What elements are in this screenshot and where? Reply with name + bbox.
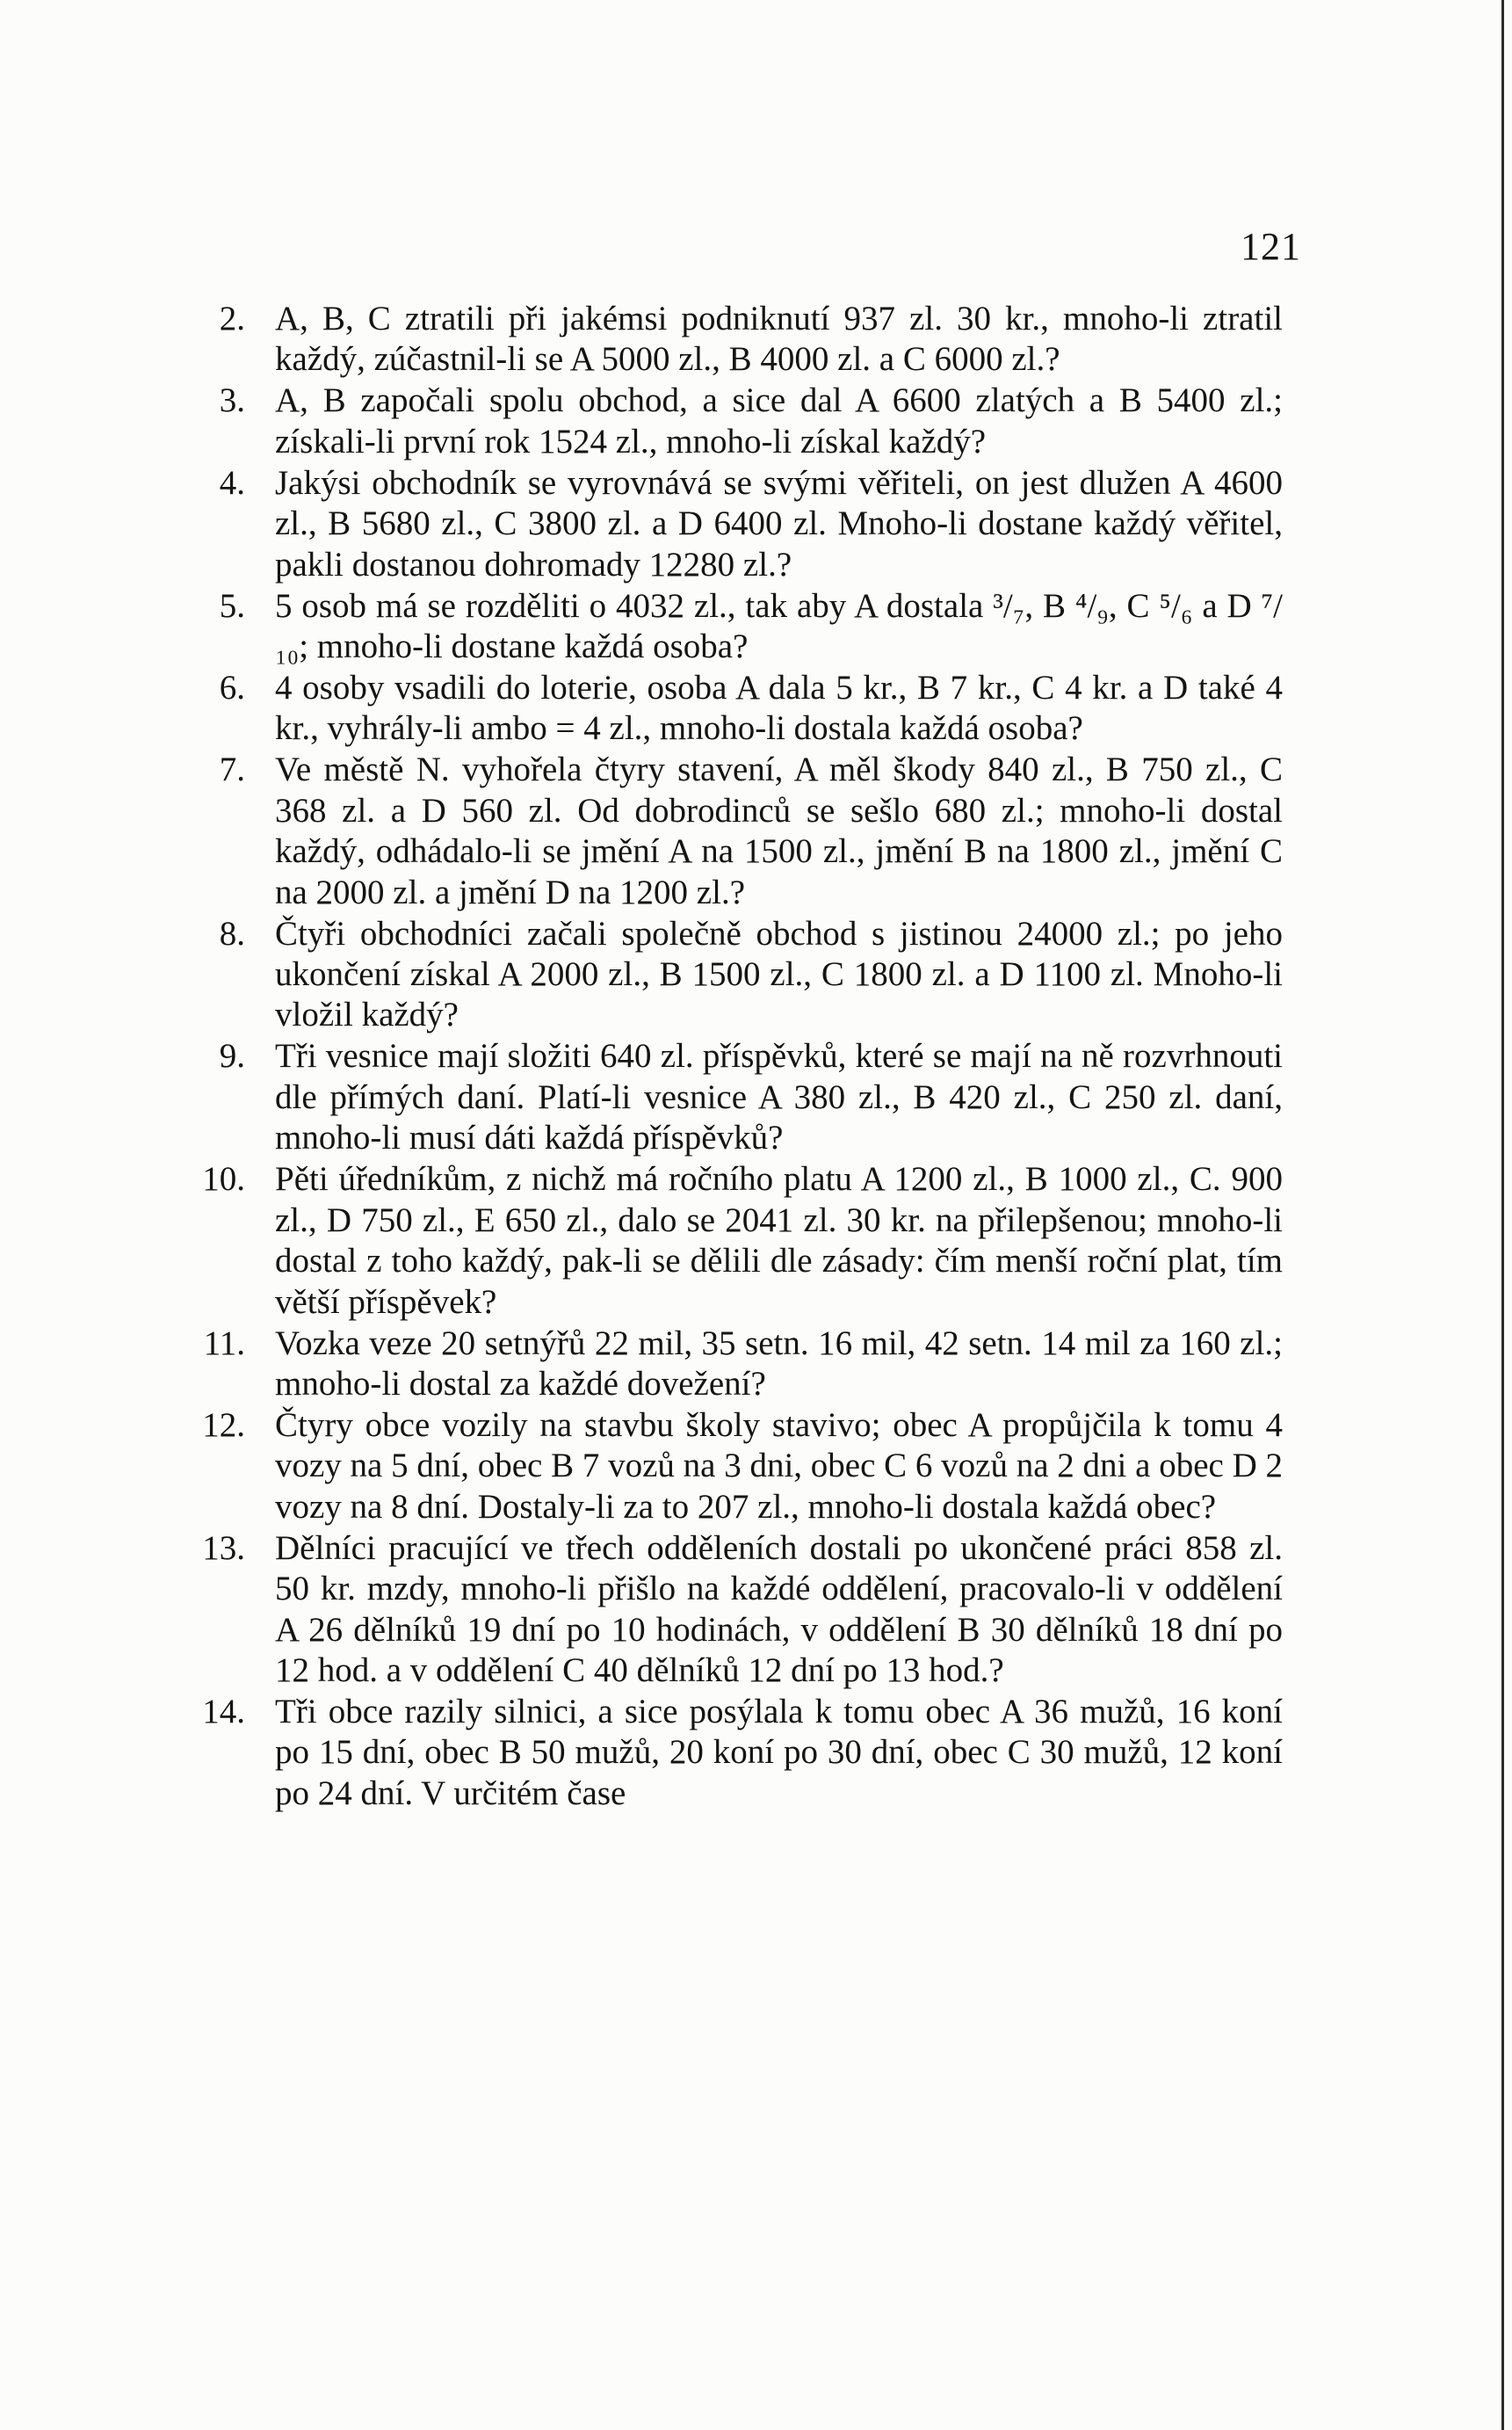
problem-item	[198, 463, 1283, 585]
problem-number: 3.	[219, 381, 245, 420]
problem-text: A, B započali spolu obchod, a sice dal A 6600 zlatých a B 5400 zl.; získali-li první rok 1524 zl., mnoho-li získal každý?	[275, 381, 1283, 461]
problem-number: 9.	[219, 1037, 245, 1076]
problem-item	[198, 1159, 1283, 1323]
problem-number: 8.	[219, 914, 245, 953]
problem-number: 2.	[219, 300, 245, 337]
problem-list	[198, 299, 1283, 1815]
problem-text: Tři obce razily silnici, a sice posýlala k tomu obec A 36 mužů, 16 koní po 15 dní, obec B 50 mužů, 20 koní po 30 dní, obec C 30 mužů, 12 koní po 24 dní. V určitém čase	[275, 1692, 1283, 1812]
problem-text: Pěti úředníkům, z nichž má ročního platu A 1200 zl., B 1000 zl., C. 900 zl., D 750 zl., E 650 zl., dalo se 2041 zl. 30 kr. na přilepšenou; mnoho-li dostal z toho každý, pak-li se dělili dle zásady: čím menší roční plat, tím větší příspěvek?	[275, 1160, 1283, 1321]
problem-text: Čtyři obchodníci začali společně obchod s jistinou 24000 zl.; po jeho ukončení získal A 2000 zl., B 1500 zl., C 1800 zl. a D 1100 zl. Mnoho-li vložil každý?	[275, 914, 1283, 1034]
problem-item	[198, 1405, 1283, 1527]
problem-item	[198, 381, 1283, 462]
problem-item	[198, 1036, 1283, 1158]
problem-text: 4 osoby vsadili do loterie, osoba A dala 5 kr., B 7 kr., C 4 kr. a D také 4 kr., vyhrály-li ambo = 4 zl., mnoho-li dostala každá osoba?	[275, 669, 1283, 748]
problem-item	[198, 1692, 1283, 1814]
problem-number: 12.	[202, 1405, 245, 1444]
problem-text: Ve městě N. vyhořela čtyry stavení, A měl škody 840 zl., B 750 zl., C 368 zl. a D 560 zl. Od dobrodinců se sešlo 680 zl.; mnoho-li dostal každý, odhádalo-li se jmění A na 1500 zl., jmění B na 1800 zl., jmění C na 2000 zl. a jmění D na 1200 zl.?	[275, 751, 1283, 911]
problem-number: 4.	[219, 463, 245, 502]
problem-item	[198, 668, 1283, 750]
page-number: 121	[1241, 225, 1301, 268]
problem-number: 11.	[203, 1324, 245, 1362]
problem-number: 10.	[202, 1160, 245, 1199]
problem-text: Vozka veze 20 setnýřů 22 mil, 35 setn. 16 mil, 42 setn. 14 mil za 160 zl.; mnoho-li dostal za každé dovežení?	[275, 1324, 1283, 1403]
problem-item	[198, 1324, 1283, 1405]
problem-number: 13.	[202, 1528, 245, 1567]
problem-number: 7.	[219, 751, 245, 789]
problem-number: 14.	[202, 1692, 245, 1730]
problem-text: Dělníci pracující ve třech odděleních dostali po ukončené práci 858 zl. 50 kr. mzdy, mnoho-li přišlo na každé oddělení, pracovalo-li v oddělení A 26 dělníků 19 dní po 10 hodinách, v oddělení B 30 dělníků 18 dní po 12 hod. a v oddělení C 40 dělníků 12 dní po 13 hod.?	[275, 1528, 1283, 1689]
problem-text: 5 osob má se rozděliti o 4032 zl., tak aby A dostala ³/₇, B ⁴/₉, C ⁵/₆ a D ⁷/₁₀; mnoho-li dostane každá osoba?	[275, 586, 1283, 666]
problem-item	[198, 914, 1283, 1036]
problem-item	[198, 750, 1283, 913]
problem-number: 6.	[219, 669, 245, 707]
problem-text: A, B, C ztratili při jakémsi podniknutí 937 zl. 30 kr., mnoho-li ztratil každý, zúčastnil-li se A 5000 zl., B 4000 zl. a C 6000 zl.?	[275, 300, 1283, 379]
problem-item	[198, 1528, 1283, 1692]
problem-item	[198, 299, 1283, 381]
problem-number: 5.	[219, 586, 245, 625]
problem-text: Tři vesnice mají složiti 640 zl. příspěvků, které se mají na ně rozvrhnouti dle přímých daní. Platí-li vesnice A 380 zl., B 420 zl., C 250 zl. daní, mnoho-li musí dáti každá příspěvků?	[275, 1037, 1283, 1157]
problem-item	[198, 586, 1283, 668]
problem-text: Čtyry obce vozily na stavbu školy stavivo; obec A propůjčila k tomu 4 vozy na 5 dní, obec B 7 vozů na 3 dni, obec C 6 vozů na 2 dni a obec D 2 vozy na 8 dní. Dostaly-li za to 207 zl., mnoho-li dostala každá obec?	[275, 1405, 1283, 1526]
problem-text: Jakýsi obchodník se vyrovnává se svými věřiteli, on jest dlužen A 4600 zl., B 5680 zl., C 3800 zl. a D 6400 zl. Mnoho-li dostane každý věřitel, pakli dostanou dohromady 12280 zl.?	[275, 463, 1283, 584]
